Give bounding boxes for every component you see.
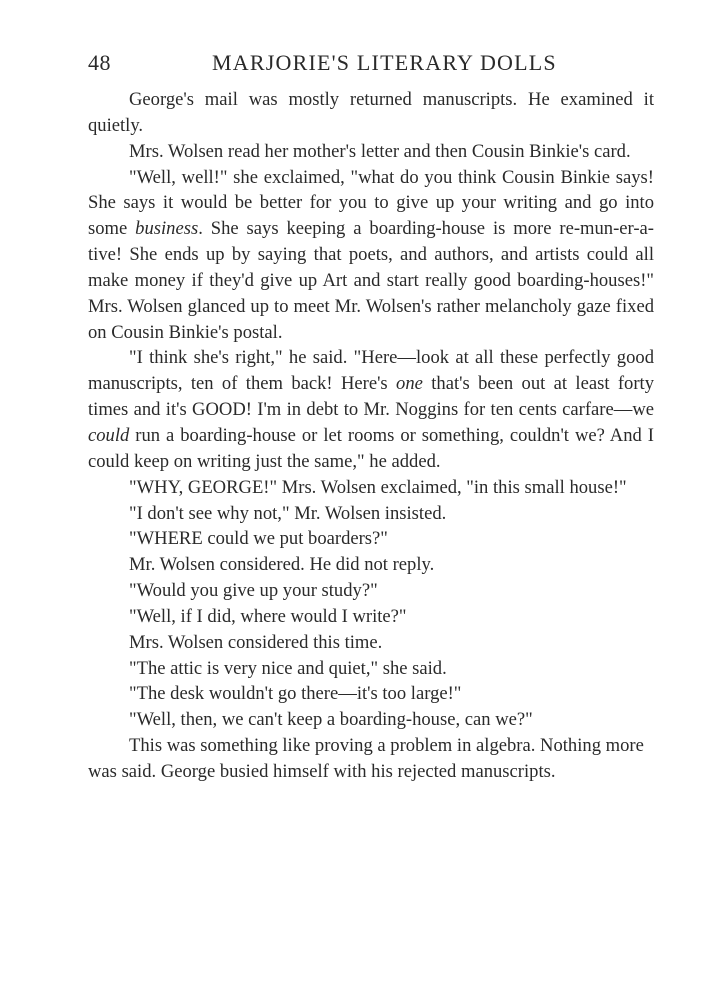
paragraph: "Would you give up your study?": [129, 580, 378, 602]
paragraph: [88, 345, 654, 474]
book-title: MARJORIE'S LITERARY DOLLS: [212, 50, 557, 75]
text-run: run a boarding-house or let rooms or something, couldn't we? And I could keep on writing just the same," he added.: [88, 424, 654, 472]
paragraph: Mrs. Wolsen read her mother's letter and then Cousin Binkie's card.: [129, 140, 631, 162]
emphasis: one: [396, 373, 423, 395]
paragraph: "Well, then, we can't keep a boarding-house, can we?": [129, 709, 533, 731]
paragraph: "Well, if I did, where would I write?": [129, 605, 407, 627]
paragraph: George's mail was mostly returned manuscripts. He examined it quietly.: [88, 89, 654, 136]
paragraph: "I don't see why not," Mr. Wolsen insisted.: [129, 502, 447, 524]
text-run: . She says keeping a boarding-house is more re-mun-er-a-tive! She ends up by saying that poets, and authors, and artists could all make money if they'd give up Art and start really good boarding-houses!" Mrs. Wolsen glanced up to meet Mr. Wolsen's rather melancholy gaze fixed on Cousin Binkie's postal.: [88, 218, 654, 343]
text-run: that's been out at least forty times and it's GOOD! I'm in debt to Mr. Noggins for ten cents carfare—we: [88, 373, 654, 421]
paragraph: Mrs. Wolsen considered this time.: [129, 631, 383, 653]
emphasis: could: [88, 424, 130, 446]
paragraph: "WHY, GEORGE!" Mrs. Wolsen exclaimed, "in this small house!": [129, 476, 627, 498]
text-run: "Well, well!" she exclaimed, "what do you think Cousin Binkie says! She says it would be better for you to give up your writing and go into some: [88, 166, 654, 240]
paragraph: "The desk wouldn't go there—it's too large!": [129, 683, 462, 705]
emphasis: business: [135, 218, 199, 240]
paragraph: "WHERE could we put boarders?": [129, 528, 388, 550]
paragraph: Mr. Wolsen considered. He did not reply.: [129, 554, 435, 576]
page-number: 48: [88, 50, 111, 75]
paragraph: [88, 165, 654, 346]
paragraph: This was something like proving a problem in algebra. Nothing more was said. George busied himself with his rejected manuscripts.: [88, 735, 644, 782]
body-text: [88, 87, 654, 785]
text-run: "I think she's right," he said. "Here—look at all these perfectly good manuscripts, ten of them back! Here's: [88, 347, 654, 395]
paragraph: "The attic is very nice and quiet," she said.: [129, 657, 447, 679]
running-head: [88, 50, 654, 80]
